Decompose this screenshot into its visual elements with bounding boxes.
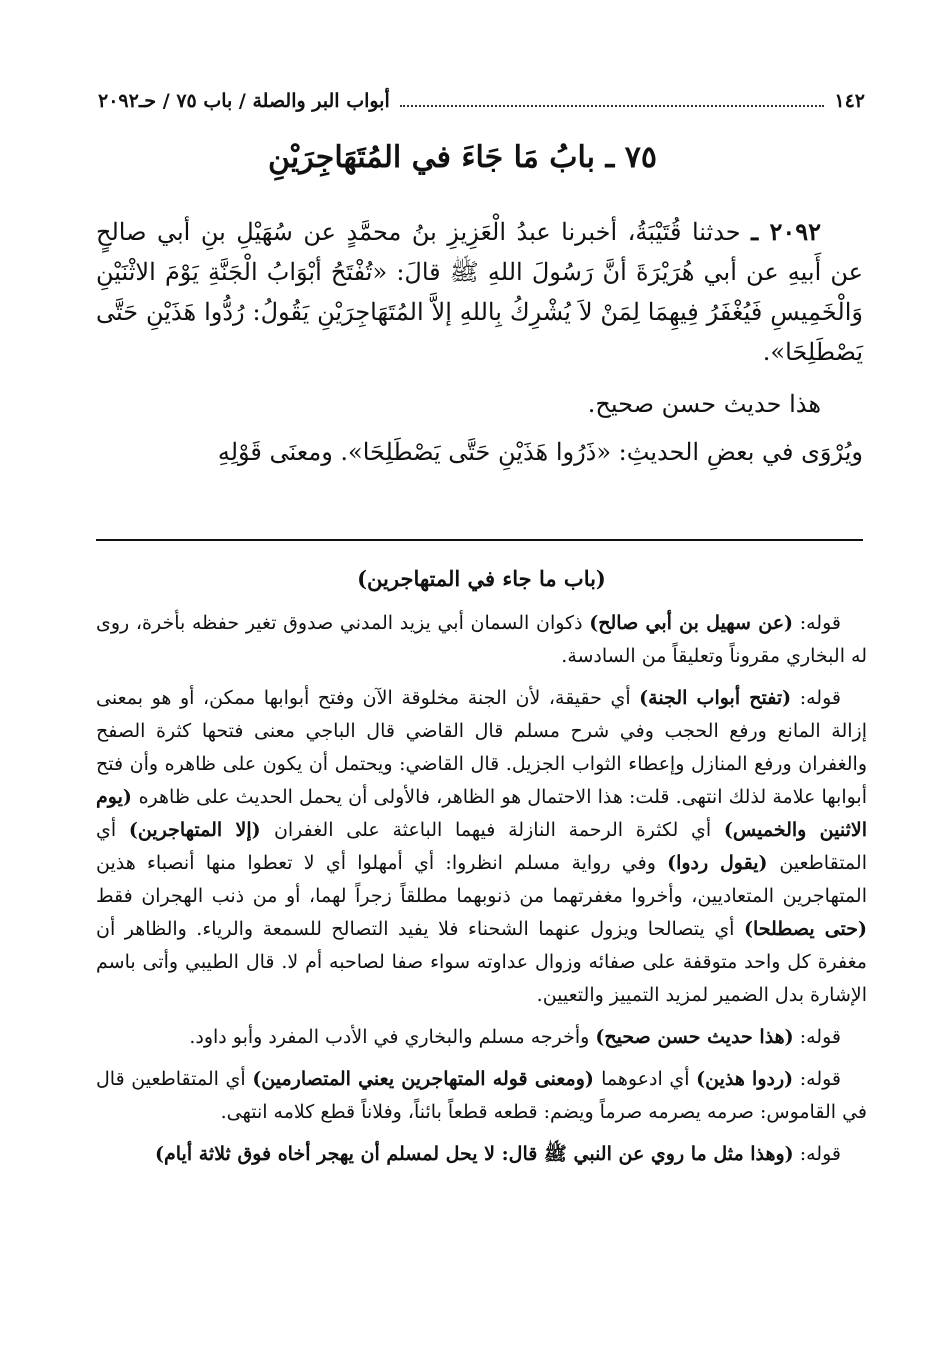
commentary-paragraph xyxy=(96,607,867,673)
commentary-intro: قوله: xyxy=(793,1143,841,1165)
commentary-text: أي لكثرة الرحمة النازلة فيهما الباعثة على الغفران xyxy=(273,819,724,841)
chapter-title: ٧٥ ـ بابُ مَا جَاءَ في المُتَهَاجِرَيْنِ xyxy=(268,140,657,175)
commentary-intro: قوله: xyxy=(793,612,841,634)
hadith-text: حدثنا قُتَيْبَةُ، أخبرنا عبدُ الْعَزِيزِ بنُ محمَّدٍ عن سُهَيْلِ بنِ أبي صالحٍ عن أَبيهِ عن أبي هُرَيْرَةَ أنَّ رَسُولَ اللهِ ﷺ قالَ: «تُفْتَحُ أبْوَابُ الْجَنَّةِ يَوْمَ الاثْنَيْنِ وَالْخَمِيسِ فَيُغْفَرُ فِيهِمَا لِمَنْ لاَ يُشْرِكُ بِاللهِ إلاَّ المُتَهَاجِرَيْنِ يَقُولُ: رُدُّوا هَذَيْنِ حَتَّى يَصْطَلِحَا». xyxy=(96,218,863,366)
commentary-block xyxy=(96,562,867,1180)
page-number: ١٤٢ xyxy=(834,90,865,112)
commentary-lemma: (إلا المتهاجرين) xyxy=(128,819,274,841)
commentary-lemma: (هذا حديث حسن صحيح) xyxy=(595,1026,794,1048)
hadith-block xyxy=(96,212,863,472)
commentary-text: ذكوان السمان أبي يزيد المدني صدوق تغير حفظه بأخرة، روى له البخاري مقروناً وتعليقاً من السادسة. xyxy=(96,612,867,667)
commentary-lemma: (تفتح أبواب الجنة) xyxy=(639,687,792,709)
commentary-paragraph xyxy=(96,1138,867,1171)
hadith-number: ٢٠٩٢ ـ xyxy=(751,217,821,246)
commentary-paragraph xyxy=(96,1063,867,1129)
running-header xyxy=(98,84,865,118)
commentary-intro: قوله: xyxy=(793,1026,841,1048)
commentary-text: أي يتصالحا ويزول عنهما الشحناء فلا يفيد التصالح للسمعة والرياء. والظاهر أن مغفرة كل واحد متوقفة على صفائه وزوال عداوته سواء صفا لصاحبه أم لا. قال الطيبي وأتى باسم الإشارة بدل الضمير لمزيد التمييز والتعيين. xyxy=(96,918,867,1006)
footnote-divider xyxy=(96,539,863,541)
leader-dots xyxy=(400,95,825,107)
commentary-text: وأخرجه مسلم والبخاري في الأدب المفرد وأبو داود. xyxy=(189,1026,596,1048)
section-reference: أبواب البر والصلة / باب ٧٥ / حـ٢٠٩٢ xyxy=(98,90,390,112)
commentary-text: أي المتقاطعين xyxy=(96,819,867,874)
commentary-intro: قوله: xyxy=(793,1068,842,1090)
commentary-text: أي حقيقة، لأن الجنة مخلوقة الآن وفتح أبوابها ممكن، أو هو بمعنى إزالة المانع ورفع الحجب وفي شرح مسلم قال القاضي قال الباجي معنى فتحها كثرة الصفح والغفران ورفع المنازل وإعطاء الثواب الجزيل. قال القاضي: ويحتمل أن يكون على ظاهره وأن فتح أبوابها علامة لذلك انتهى. قلت: هذا الاحتمال هو الظاهر، فالأولى أن يحمل الحديث على ظاهره xyxy=(96,687,867,808)
hadith-verdict: هذا حديث حسن صحيح. xyxy=(587,390,821,418)
commentary-paragraph xyxy=(96,1021,867,1054)
commentary-lemma: (ردوا هذين) xyxy=(696,1068,794,1090)
commentary-lemma: (يقول ردوا) xyxy=(667,852,780,874)
commentary-title: (باب ما جاء في المتهاجرين) xyxy=(357,566,606,591)
commentary-lemma: (يوم الاثنين والخميس) xyxy=(96,786,867,841)
commentary-paragraph xyxy=(96,682,867,1012)
commentary-text: أي ادعوهما xyxy=(601,1068,697,1090)
commentary-lemma: (وهذا مثل ما روي عن النبي ﷺ قال: لا يحل لمسلم أن يهجر أخاه فوق ثلاثة أيام) xyxy=(155,1143,794,1165)
commentary-lemma: (عن سهيل بن أبي صالح) xyxy=(589,612,794,634)
hadith-variant: ويُرْوَى في بعضِ الحديثِ: «ذَرُوا هَذَيْنِ حَتَّى يَصْطَلِحَا». ومعنَى قَوْلِهِ xyxy=(217,438,863,466)
hadith-paragraph xyxy=(96,212,863,372)
commentary-text: وفي رواية مسلم انظروا: أي أمهلوا أي لا تعطوا منها أنصباء هذين المتهاجرين المتعاديين، وأخروا مغفرتهما من ذنوبهما مطلقاً زجراً لهما، أو من ذنب الهجران فقط xyxy=(96,852,867,907)
commentary-text: أي المتقاطعين قال في القاموس: صرمه يصرمه صرماً ويضم: قطعه قطعاً بائناً، وفلاناً قطع كلامه انتهى. xyxy=(96,1068,867,1123)
commentary-lemma: (حتى يصطلحا) xyxy=(743,918,867,940)
commentary-lemma: (ومعنى قوله المتهاجرين يعني المتصارمين) xyxy=(252,1068,602,1090)
commentary-intro: قوله: xyxy=(791,687,841,709)
